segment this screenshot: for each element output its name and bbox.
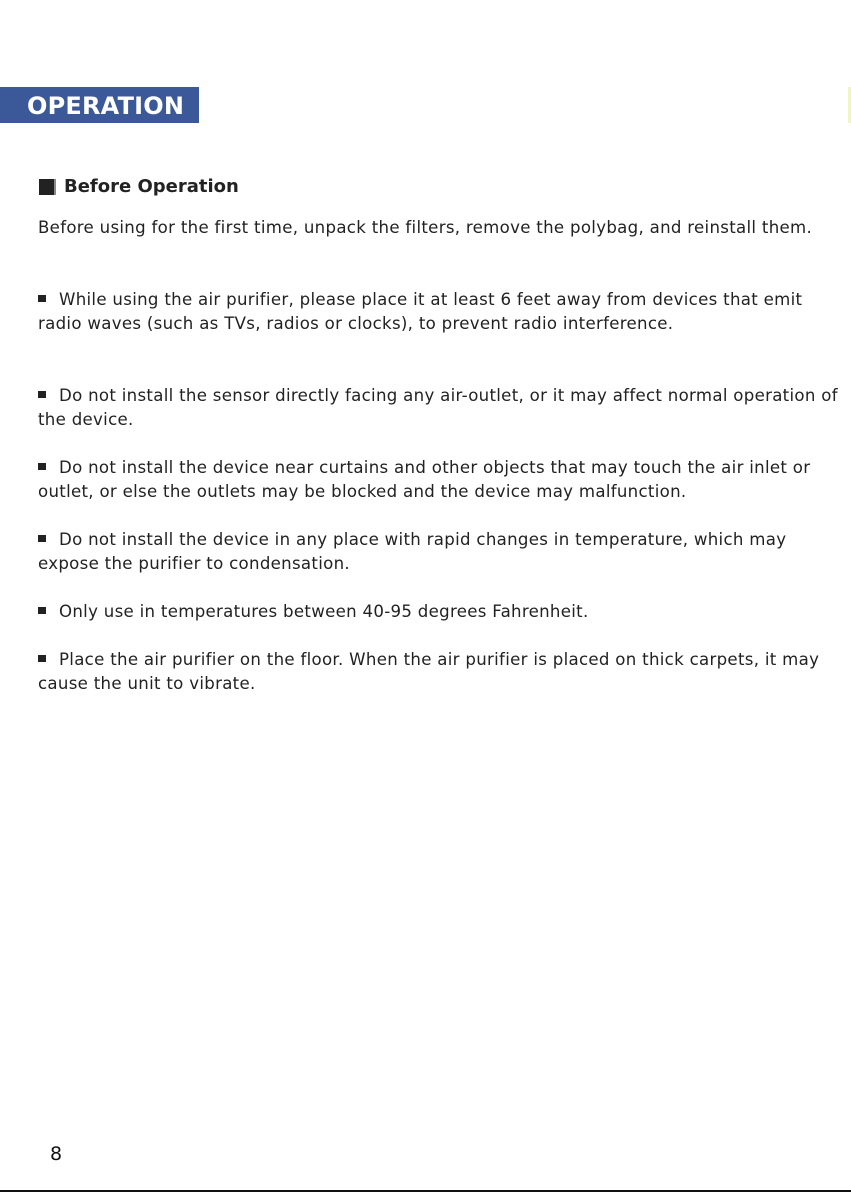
subsection-heading (39, 175, 239, 199)
list-item (38, 288, 838, 336)
list-item (38, 456, 838, 504)
list-item-text: Only use in temperatures between 40-95 degrees Fahrenheit. (59, 602, 589, 621)
list-item (38, 648, 838, 696)
bullet-icon (38, 463, 46, 470)
section-banner (0, 87, 199, 123)
list-item-text: While using the air purifier, please place it at least 6 feet away from devices that emit radio waves (such as TVs, radios or clocks), to prevent radio interference. (38, 290, 803, 333)
list-item-text: Do not install the device in any place with rapid changes in temperature, which may expose the purifier to condensation. (38, 530, 787, 573)
list-item (38, 600, 838, 624)
list-item (38, 528, 838, 576)
bullet-icon (38, 607, 46, 614)
bullet-icon (38, 391, 46, 398)
bullet-icon (38, 295, 46, 302)
page-number: 8 (50, 1143, 63, 1165)
list-item-text: Do not install the device near curtains and other objects that may touch the air inlet or outlet, or else the outlets may be blocked and the device may malfunction. (38, 458, 811, 501)
subsection-title: Before Operation (64, 176, 239, 197)
list-item-text: Do not install the sensor directly facing any air-outlet, or it may affect normal operation of the device. (38, 386, 838, 429)
bullet-icon (38, 535, 46, 542)
section-title: OPERATION (27, 92, 185, 120)
bullet-icon (38, 655, 46, 662)
list-item (38, 384, 838, 432)
list-item-text: Place the air purifier on the floor. When the air purifier is placed on thick carpets, it may cause the unit to vibrate. (38, 650, 820, 693)
intro-paragraph: Before using for the first time, unpack the filters, remove the polybag, and reinstall them. (38, 218, 813, 237)
square-bullet-icon (39, 179, 56, 195)
